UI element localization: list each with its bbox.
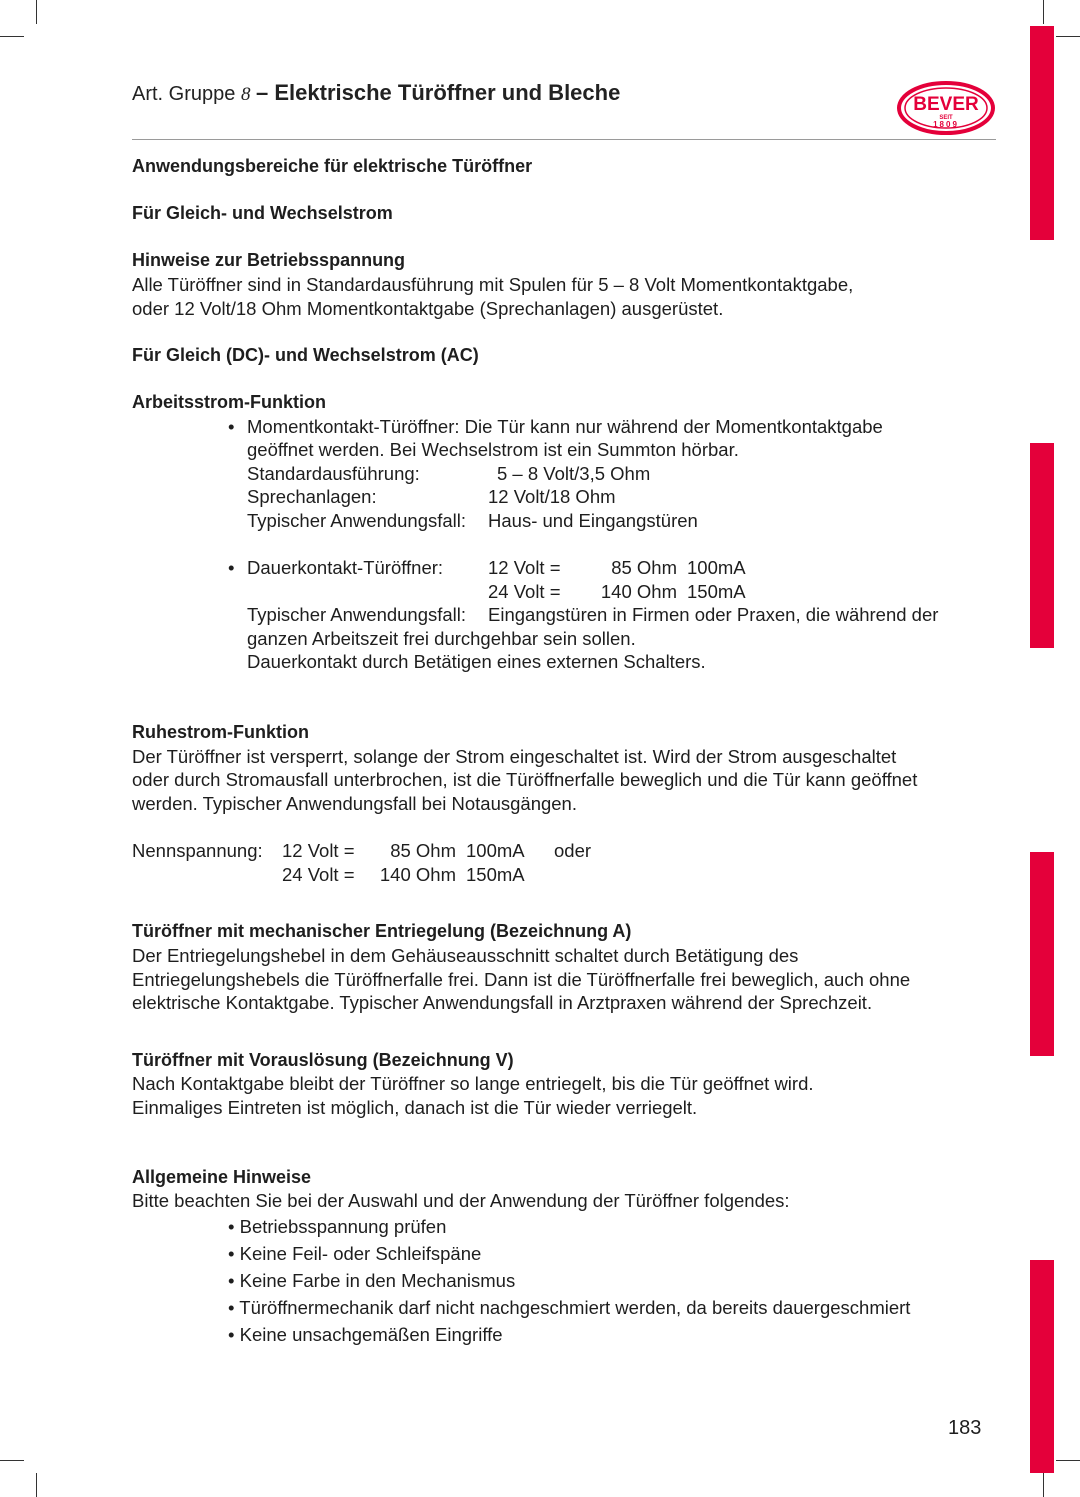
paragraph-line: elektrische Kontaktgabe. Typischer Anwendungsfall in Arztpraxen während der Sprechzeit. — [132, 992, 873, 1014]
spec-value: 12 Volt/18 Ohm — [488, 486, 616, 508]
crop-mark — [36, 0, 37, 24]
crop-mark — [1043, 0, 1044, 24]
list-item: • Keine unsachgemäßen Eingriffe — [228, 1323, 503, 1345]
spec-amp: 100mA — [687, 557, 746, 579]
spec-ohm: 85 Ohm — [390, 840, 456, 862]
spec-amp: 100mA — [466, 840, 525, 862]
page-title: – Elektrische Türöffner und Bleche — [256, 80, 621, 105]
list-item: • Keine Farbe in den Mechanismus — [228, 1269, 516, 1291]
section-heading: Arbeitsstrom-Funktion — [132, 391, 327, 412]
spec-ohm: 140 Ohm — [379, 863, 456, 885]
spec-row — [132, 839, 1002, 863]
header-group-number: 8 — [240, 84, 251, 105]
page-content — [132, 155, 1002, 1348]
header-rule — [132, 139, 996, 140]
spec-label: Nennspannung: — [132, 840, 263, 862]
spec-row — [132, 485, 1002, 509]
spec-ohm: 140 Ohm — [600, 580, 677, 602]
register-tab — [1030, 852, 1054, 1056]
bullet-list — [132, 1213, 1002, 1348]
register-tab — [1030, 26, 1054, 240]
spec-label: Typischer Anwendungsfall: — [247, 509, 467, 531]
spec-value: Eingangstüren in Firmen oder Praxen, die während der — [488, 604, 939, 626]
section-heading: Türöffner mit Vorauslösung (Bezeichnung V) — [132, 1049, 514, 1070]
spec-label: Typischer Anwendungsfall: — [247, 604, 467, 626]
spec-label: Sprechanlagen: — [247, 486, 377, 508]
spec-label: Standardausführung: — [247, 462, 420, 484]
list-item: • Keine Feil- oder Schleifspäne — [228, 1242, 482, 1264]
paragraph-line: Der Türöffner ist versperrt, solange der Strom eingeschaltet ist. Wird der Strom ausgeschaltet — [132, 745, 897, 767]
page-number: 183 — [948, 1417, 982, 1439]
paragraph-line: Entriegelungshebels die Türöffnerfalle frei. Dann ist die Türöffnerfalle frei beweglich, auch ohne — [132, 968, 911, 990]
spec-row — [132, 462, 1002, 486]
bullet-dot: • — [228, 415, 235, 437]
spec-amp: 150mA — [687, 580, 746, 602]
spec-row — [132, 509, 1002, 533]
section-heading: Allgemeine Hinweise — [132, 1166, 312, 1187]
page-header — [132, 80, 620, 106]
spec-volt: 24 Volt = — [488, 580, 561, 602]
spec-or: oder — [554, 840, 592, 862]
register-tab — [1030, 443, 1054, 648]
bullet-item — [132, 415, 1002, 439]
section-heading: Türöffner mit mechanischer Entriegelung (Bezeichnung A) — [132, 921, 632, 942]
paragraph-line: ganzen Arbeitszeit frei durchgehbar sein sollen. — [247, 627, 636, 649]
paragraph-line: Dauerkontakt durch Betätigen eines externen Schalters. — [247, 651, 706, 673]
section-heading: Hinweise zur Betriebsspannung — [132, 250, 406, 271]
list-item: • Türöffnermechanik darf nicht nachgeschmiert werden, da bereits dauergeschmiert — [228, 1296, 911, 1318]
paragraph-line: geöffnet werden. Bei Wechselstrom ist ein Summton hörbar. — [247, 439, 739, 461]
paragraph-line: werden. Typischer Anwendungsfall bei Notausgängen. — [132, 793, 577, 815]
bullet-dot: • — [228, 557, 235, 579]
crop-mark — [0, 1460, 24, 1461]
svg-text:1809: 1809 — [933, 120, 959, 129]
paragraph-line: Nach Kontaktgabe bleibt der Türöffner so lange entriegelt, bis die Tür geöffnet wird. — [132, 1073, 814, 1095]
paragraph-line: Einmaliges Eintreten ist möglich, danach ist die Tür wieder verriegelt. — [132, 1096, 698, 1118]
paragraph-line: oder durch Stromausfall unterbrochen, ist die Türöffnerfalle beweglich und die Tür kann geöffnet — [132, 769, 918, 791]
bullet-item — [132, 556, 1002, 580]
spec-row — [132, 603, 1002, 627]
paragraph-line: Momentkontakt-Türöffner: Die Tür kann nur während der Momentkontaktgabe — [247, 415, 883, 437]
bever-logo — [896, 80, 996, 141]
svg-text:SEIT: SEIT — [939, 115, 953, 121]
spec-ohm: 85 Ohm — [611, 557, 677, 579]
spec-volt: 12 Volt = — [488, 557, 561, 579]
section-heading: Ruhestrom-Funktion — [132, 722, 309, 743]
register-tab — [1030, 1260, 1054, 1473]
spec-row — [132, 863, 1002, 887]
spec-volt: 12 Volt = — [282, 840, 355, 862]
section-heading: Anwendungsbereiche für elektrische Türöffner — [132, 156, 533, 176]
spec-label: Dauerkontakt-Türöffner: — [247, 557, 444, 579]
section-heading: Für Gleich- und Wechselstrom — [132, 203, 393, 224]
spec-value: 5 – 8 Volt/3,5 Ohm — [497, 462, 651, 484]
list-item: • Betriebsspannung prüfen — [228, 1215, 447, 1237]
paragraph-line: Der Entriegelungshebel in dem Gehäuseausschnitt schaltet durch Betätigung des — [132, 945, 799, 966]
crop-mark — [1056, 1460, 1080, 1461]
crop-mark — [36, 1473, 37, 1497]
header-prefix: Art. Gruppe — [132, 83, 236, 105]
section-heading: Für Gleich (DC)- und Wechselstrom (AC) — [132, 344, 479, 365]
spec-volt: 24 Volt = — [282, 863, 355, 885]
spec-value: Haus- und Eingangstüren — [488, 509, 698, 531]
paragraph-line: Bitte beachten Sie bei der Auswahl und der Anwendung der Türöffner folgendes: — [132, 1190, 790, 1212]
paragraph-line: oder 12 Volt/18 Ohm Momentkontaktgabe (Sprechanlagen) ausgerüstet. — [132, 297, 724, 319]
crop-mark — [1056, 36, 1080, 37]
spec-amp: 150mA — [466, 863, 525, 885]
svg-text:BEVER: BEVER — [913, 94, 979, 115]
crop-mark — [0, 36, 24, 37]
spec-row — [132, 580, 1002, 604]
crop-mark — [1043, 1473, 1044, 1497]
paragraph-line: Alle Türöffner sind in Standardausführung mit Spulen für 5 – 8 Volt Momentkontaktgabe, — [132, 273, 854, 295]
